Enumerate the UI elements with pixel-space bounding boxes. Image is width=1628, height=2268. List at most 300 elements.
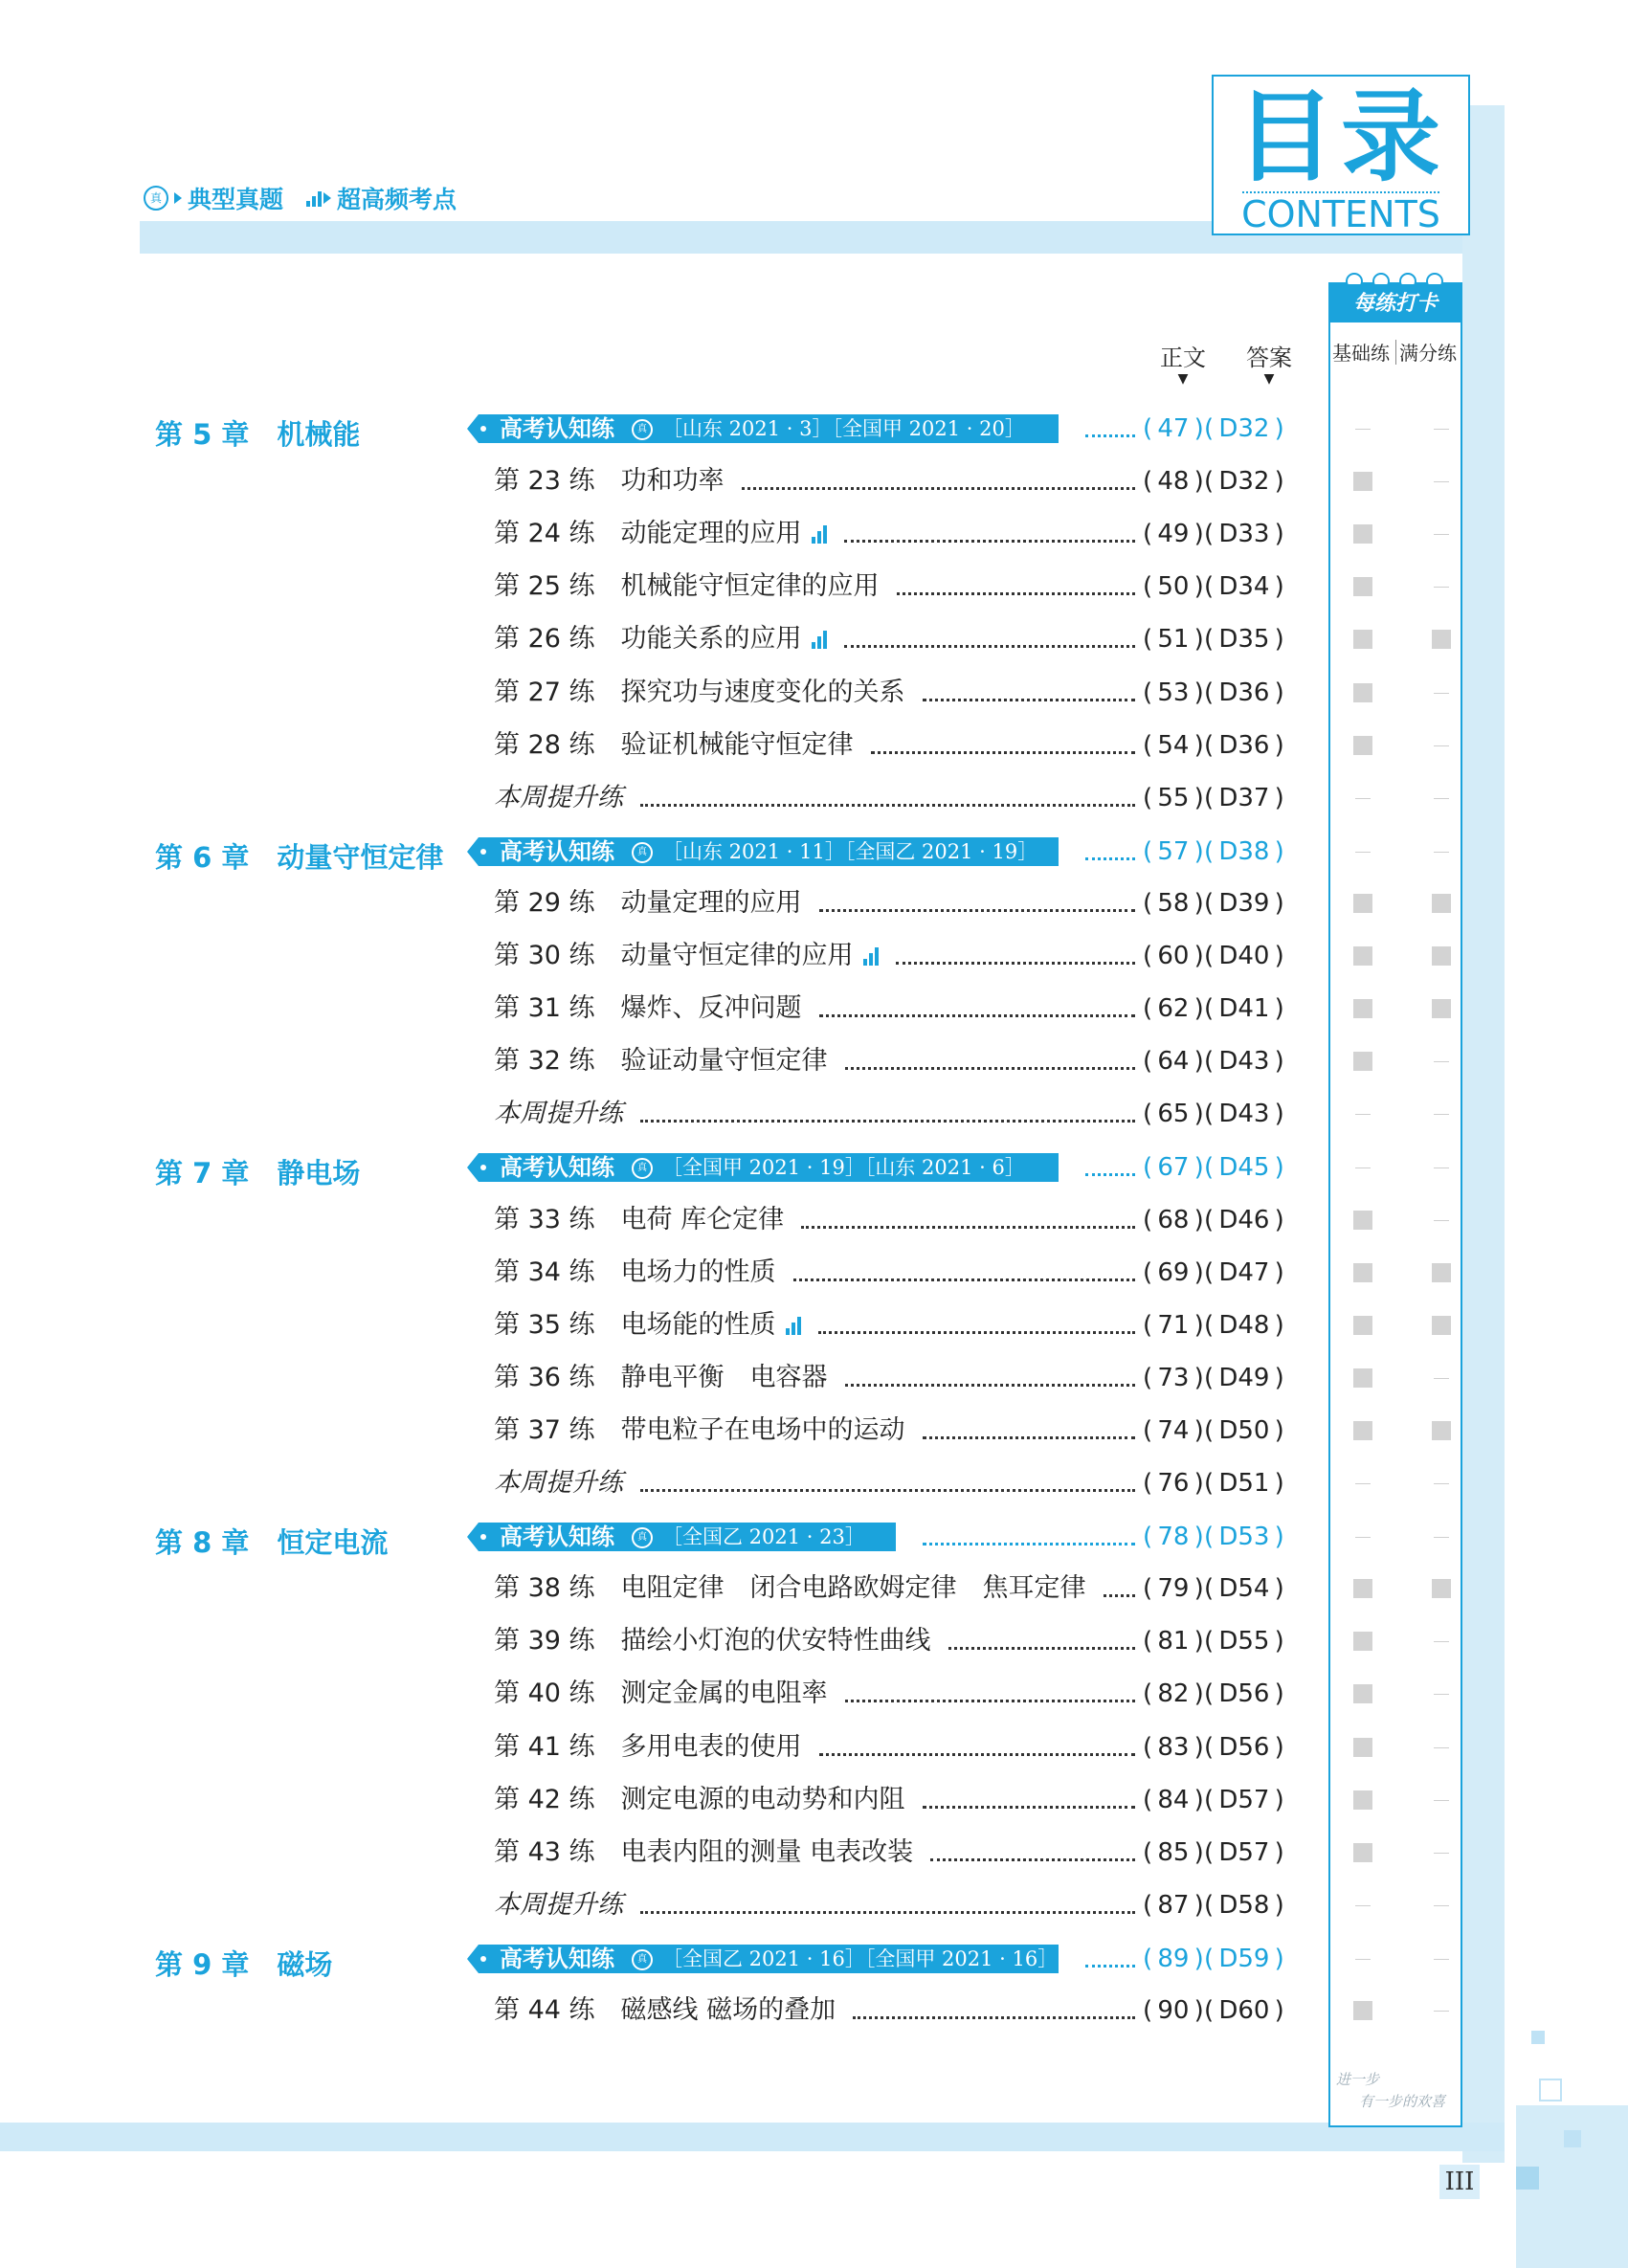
answer-page-ref: D36 (1218, 678, 1270, 707)
answer-ref: ( D41 ) (1204, 994, 1284, 1023)
high-frequency-icon (812, 524, 827, 544)
checkin-checkbox[interactable] (1353, 1843, 1372, 1862)
checkin-dash (1434, 481, 1449, 482)
page-ref: ( 82 ) (1143, 1679, 1204, 1708)
dot-leader (923, 1543, 1135, 1545)
checkin-dash (1434, 1220, 1449, 1221)
answer-page-ref: D38 (1218, 837, 1270, 866)
gaokao-banner[interactable] (479, 414, 1059, 443)
toc-entry[interactable] (494, 1679, 828, 1709)
page-number-ref: 84 (1157, 1786, 1190, 1814)
checkin-checkbox[interactable] (1353, 1368, 1372, 1388)
answer-page-ref: D47 (1218, 1258, 1270, 1287)
entry-title: 第 29 练 动量定理的应用 (494, 888, 802, 918)
page-number-ref: 57 (1157, 837, 1190, 866)
chapter-title: 第 5 章 机械能 (155, 418, 361, 451)
dot-leader (844, 540, 1135, 543)
page-ref: ( 81 ) (1143, 1627, 1204, 1656)
dot-leader (801, 1226, 1135, 1229)
dot-leader (897, 592, 1135, 595)
banner-dot-icon (480, 1165, 486, 1170)
toc-entry[interactable] (494, 1046, 828, 1077)
gaokao-banner[interactable] (479, 837, 1059, 866)
page-ref: ( 62 ) (1143, 994, 1204, 1023)
answer-page-ref: D60 (1218, 1996, 1270, 2025)
answer-ref: ( D47 ) (1204, 1258, 1284, 1287)
page-number-ref: 81 (1157, 1627, 1190, 1656)
toc-entry[interactable] (494, 624, 827, 655)
high-frequency-icon (812, 630, 827, 649)
answer-page-ref: D51 (1218, 1469, 1270, 1498)
entry-title: 第 32 练 验证动量守恒定律 (494, 1046, 828, 1076)
answer-page-ref: D34 (1218, 572, 1270, 601)
entry-title: 第 26 练 功能关系的应用 (494, 624, 802, 654)
dot-leader (640, 1489, 1135, 1492)
answer-ref: ( D37 ) (1204, 784, 1284, 812)
page-number-ref: 49 (1157, 520, 1190, 548)
page-number-ref: 67 (1157, 1153, 1190, 1182)
down-arrow-icon: ▼ (1263, 371, 1275, 387)
checkin-checkbox[interactable] (1353, 630, 1372, 649)
checkin-dash (1355, 429, 1371, 430)
page-ref: ( 58 ) (1143, 889, 1204, 918)
legend (144, 182, 457, 214)
page-number-ref: 48 (1157, 467, 1190, 496)
column-header-answer-label: 答案 (1246, 345, 1292, 371)
gaokao-label: 高考认知练 (500, 1523, 614, 1550)
dot-leader (871, 751, 1135, 754)
entry-title: 第 30 练 动量守恒定律的应用 (494, 941, 854, 970)
page-ref: ( 79 ) (1143, 1574, 1204, 1603)
contents-title-box (1212, 75, 1470, 235)
dot-leader (923, 1436, 1135, 1439)
answer-ref: ( D56 ) (1204, 1679, 1284, 1708)
answer-page-ref: D43 (1218, 1047, 1270, 1076)
dot-leader (845, 1067, 1135, 1070)
answer-page-ref: D55 (1218, 1627, 1270, 1656)
answer-page-ref: D58 (1218, 1891, 1270, 1920)
page-ref: ( 64 ) (1143, 1047, 1204, 1076)
footer-band (0, 2123, 1505, 2151)
toc-entry[interactable] (494, 1363, 828, 1393)
decor-square (1564, 2130, 1581, 2147)
toc-entry[interactable] (494, 730, 854, 761)
checkin-dash (1355, 1483, 1371, 1484)
answer-page-ref: D43 (1218, 1100, 1270, 1128)
page-ref: ( 84 ) (1143, 1786, 1204, 1814)
page-number-ref: 73 (1157, 1364, 1190, 1392)
banner-arrow-icon (467, 414, 479, 443)
entry-title: 第 41 练 多用电表的使用 (494, 1732, 802, 1762)
toc-entry[interactable] (494, 1573, 1086, 1604)
page-ref: ( 68 ) (1143, 1206, 1204, 1234)
answer-ref: ( D46 ) (1204, 1206, 1284, 1234)
dot-leader (844, 645, 1135, 648)
toc-entry[interactable] (494, 1310, 801, 1341)
dot-leader (1085, 1173, 1135, 1176)
entry-title: 第 42 练 测定电源的电动势和内阻 (494, 1785, 905, 1814)
checkin-checkbox[interactable] (1353, 1738, 1372, 1757)
checkin-dash (1434, 587, 1449, 588)
answer-page-ref: D57 (1218, 1786, 1270, 1814)
answer-page-ref: D59 (1218, 1945, 1270, 1973)
checkin-checkbox[interactable] (1353, 1263, 1372, 1282)
page-ref: ( 49 ) (1143, 520, 1204, 548)
answer-page-ref: D50 (1218, 1416, 1270, 1445)
checkin-checkbox[interactable] (1432, 1421, 1451, 1440)
answer-ref: ( D57 ) (1204, 1786, 1284, 1814)
checkin-divider (1395, 340, 1396, 365)
entry-title: 第 33 练 电荷 库仑定律 (494, 1205, 785, 1234)
page-ref: ( 54 ) (1143, 731, 1204, 760)
checkin-basic-label: 基础练 (1332, 342, 1390, 365)
dot-leader (923, 1806, 1135, 1809)
gaokao-banner[interactable] (479, 1523, 896, 1551)
answer-ref: ( D58 ) (1204, 1891, 1284, 1920)
entry-title: 第 23 练 功和功率 (494, 466, 725, 496)
checkin-dash (1434, 1641, 1449, 1642)
banner-dot-icon (480, 1534, 486, 1540)
answer-ref: ( D34 ) (1204, 572, 1284, 601)
page-ref: ( 53 ) (1143, 678, 1204, 707)
checkin-checkbox[interactable] (1432, 946, 1451, 966)
page-ref: ( 65 ) (1143, 1100, 1204, 1128)
entry-title: 第 43 练 电表内阻的测量 电表改装 (494, 1837, 914, 1867)
toc-entry[interactable] (494, 1257, 776, 1288)
page-number-ref: 62 (1157, 994, 1190, 1023)
weekly-practice-entry[interactable] (494, 1890, 623, 1921)
checkin-dash (1355, 1537, 1371, 1538)
banner-arrow-icon (467, 1945, 479, 1973)
real-exam-icon: 真 (632, 1949, 653, 1970)
answer-page-ref: D49 (1218, 1364, 1270, 1392)
checkin-checkbox[interactable] (1353, 946, 1372, 966)
column-header-text-label: 正文 (1160, 345, 1206, 371)
real-exam-icon: 真 (632, 1527, 653, 1548)
checkin-dash (1355, 1167, 1371, 1168)
page-ref: ( 48 ) (1143, 467, 1204, 496)
checkin-dash (1434, 1959, 1449, 1960)
answer-page-ref: D39 (1218, 889, 1270, 918)
entry-title: 本周提升练 (494, 783, 623, 812)
checkin-dash (1355, 852, 1371, 853)
entry-title: 第 31 练 爆炸、反冲问题 (494, 993, 802, 1023)
toc-entry[interactable] (494, 993, 802, 1024)
checkin-dash (1355, 798, 1371, 799)
dot-leader (845, 1384, 1135, 1387)
gaokao-exam-refs: ［全国甲 2021 · 19］［山东 2021 · 6］ (662, 1156, 1025, 1179)
dot-leader (818, 1331, 1135, 1334)
page-number-ref: 58 (1157, 889, 1190, 918)
answer-ref: ( D57 ) (1204, 1838, 1284, 1867)
entry-title: 第 40 练 测定金属的电阻率 (494, 1679, 828, 1708)
dot-leader (640, 804, 1135, 807)
page-number-ref: 60 (1157, 942, 1190, 970)
checkin-checkbox[interactable] (1353, 736, 1372, 755)
page-ref: ( 51 ) (1143, 625, 1204, 654)
page-number-ref: 85 (1157, 1838, 1190, 1867)
entry-title: 本周提升练 (494, 1890, 623, 1920)
page-number-ref: 50 (1157, 572, 1190, 601)
page-number-ref: 68 (1157, 1206, 1190, 1234)
real-exam-icon: 真 (632, 419, 653, 440)
entry-title: 本周提升练 (494, 1099, 623, 1128)
answer-ref: ( D35 ) (1204, 625, 1284, 654)
checkin-checkbox[interactable] (1353, 1052, 1372, 1071)
page-ref: ( 69 ) (1143, 1258, 1204, 1287)
answer-ref: ( D60 ) (1204, 1996, 1284, 2025)
checkin-dash (1434, 1747, 1449, 1748)
real-exam-icon: 真 (144, 186, 168, 211)
checkin-dash (1434, 852, 1449, 853)
toc-entry[interactable] (494, 1415, 905, 1446)
answer-page-ref: D46 (1218, 1206, 1270, 1234)
page-number-ref: 79 (1157, 1574, 1190, 1603)
checkin-checkbox[interactable] (1353, 472, 1372, 491)
checkin-full-label: 满分练 (1399, 342, 1457, 365)
dot-leader (1085, 1965, 1135, 1968)
page-ref: ( 89 ) (1143, 1945, 1204, 1973)
answer-ref: ( D32 ) (1204, 414, 1284, 443)
checkin-dash (1434, 2011, 1449, 2012)
dot-leader (640, 1911, 1135, 1914)
banner-dot-icon (480, 426, 486, 432)
checkin-checkbox[interactable] (1353, 524, 1372, 544)
checkin-checkbox[interactable] (1353, 894, 1372, 913)
toc-entry[interactable] (494, 1626, 931, 1657)
entry-title: 第 35 练 电场能的性质 (494, 1310, 776, 1340)
page-ref: ( 90 ) (1143, 1996, 1204, 2025)
checkin-checkbox[interactable] (1353, 2001, 1372, 2020)
decor-square-outline (1539, 2079, 1562, 2101)
toc-entry[interactable] (494, 1995, 836, 2026)
chapter-title: 第 6 章 动量守恒定律 (155, 841, 444, 874)
entry-title: 第 36 练 静电平衡 电容器 (494, 1363, 828, 1392)
checkin-checkbox[interactable] (1353, 683, 1372, 702)
page-number-ref: 55 (1157, 784, 1190, 812)
page-ref: ( 87 ) (1143, 1891, 1204, 1920)
gaokao-banner[interactable] (479, 1153, 1059, 1182)
page-ref: ( 67 ) (1143, 1153, 1204, 1182)
answer-page-ref: D56 (1218, 1733, 1270, 1762)
checkin-checkbox[interactable] (1432, 999, 1451, 1018)
answer-page-ref: D57 (1218, 1838, 1270, 1867)
dot-leader (640, 1120, 1135, 1123)
checkin-dash (1434, 1694, 1449, 1695)
triangle-icon (174, 192, 182, 204)
gaokao-label: 高考认知练 (500, 838, 614, 865)
checkin-checkbox[interactable] (1353, 1579, 1372, 1598)
dot-leader (793, 1279, 1135, 1281)
chapter-title: 第 7 章 静电场 (155, 1157, 361, 1190)
checkin-checkbox[interactable] (1432, 630, 1451, 649)
page-ref: ( 78 ) (1143, 1523, 1204, 1551)
checkin-checkbox[interactable] (1353, 1684, 1372, 1703)
page-number-ref: 78 (1157, 1523, 1190, 1551)
banner-arrow-icon (467, 1523, 479, 1551)
checkin-checkbox[interactable] (1353, 1421, 1372, 1440)
page-number-ref: 89 (1157, 1945, 1190, 1973)
dot-leader (1085, 857, 1135, 860)
real-exam-icon: 真 (632, 842, 653, 863)
banner-arrow-icon (467, 837, 479, 866)
real-exam-icon: 真 (632, 1158, 653, 1179)
answer-page-ref: D35 (1218, 625, 1270, 654)
checkin-dash (1434, 693, 1449, 694)
checkin-dash (1434, 798, 1449, 799)
answer-page-ref: D32 (1218, 414, 1270, 443)
checkin-checkbox[interactable] (1432, 894, 1451, 913)
checkin-dash (1434, 1061, 1449, 1062)
toc-entry[interactable] (494, 519, 827, 549)
answer-page-ref: D56 (1218, 1679, 1270, 1708)
answer-page-ref: D48 (1218, 1311, 1270, 1340)
gaokao-exam-refs: ［全国乙 2021 · 16］［全国甲 2021 · 16］ (662, 1947, 1059, 1970)
toc-entry[interactable] (494, 678, 905, 708)
checkin-dash (1434, 1167, 1449, 1168)
column-header-answer (1240, 345, 1298, 387)
dot-leader (845, 1700, 1135, 1702)
high-frequency-icon (306, 189, 322, 207)
checkin-column (1328, 282, 1462, 2127)
answer-page-ref: D54 (1218, 1574, 1270, 1603)
checkin-checkbox[interactable] (1353, 1211, 1372, 1230)
page-number-ref: 82 (1157, 1679, 1190, 1708)
checkin-checkbox[interactable] (1432, 1316, 1451, 1335)
dot-leader (930, 1858, 1135, 1861)
page-title: 目录 (1235, 78, 1446, 195)
answer-ref: ( D43 ) (1204, 1047, 1284, 1076)
dot-leader (923, 699, 1135, 701)
answer-ref: ( D33 ) (1204, 520, 1284, 548)
checkin-dash (1434, 1378, 1449, 1379)
dot-leader (853, 2016, 1135, 2019)
page-number-ref: 71 (1157, 1311, 1190, 1340)
toc-entry[interactable] (494, 571, 880, 602)
entry-title: 第 28 练 验证机械能守恒定律 (494, 730, 854, 760)
down-arrow-icon: ▼ (1177, 371, 1189, 387)
page-ref: ( 71 ) (1143, 1311, 1204, 1340)
entry-title: 第 34 练 电场力的性质 (494, 1257, 776, 1287)
answer-page-ref: D40 (1218, 942, 1270, 970)
answer-ref: ( D43 ) (1204, 1100, 1284, 1128)
answer-page-ref: D53 (1218, 1523, 1270, 1551)
checkin-dash (1434, 745, 1449, 746)
page-number-ref: 83 (1157, 1733, 1190, 1762)
answer-page-ref: D41 (1218, 994, 1270, 1023)
gaokao-label: 高考认知练 (500, 1946, 614, 1972)
answer-page-ref: D37 (1218, 784, 1270, 812)
weekly-practice-entry[interactable] (494, 1468, 623, 1499)
gaokao-banner[interactable] (479, 1945, 1059, 1973)
checkin-checkbox[interactable] (1353, 577, 1372, 596)
toc-entry[interactable] (494, 1205, 784, 1235)
entry-title: 第 44 练 磁感线 磁场的叠加 (494, 1995, 836, 2025)
entry-title: 第 27 练 探究功与速度变化的关系 (494, 678, 905, 707)
weekly-practice-entry[interactable] (494, 783, 623, 813)
answer-ref: ( D54 ) (1204, 1574, 1284, 1603)
page-ref: ( 55 ) (1143, 784, 1204, 812)
high-frequency-icon (863, 946, 879, 966)
page-number-ref: 69 (1157, 1258, 1190, 1287)
page-ref: ( 57 ) (1143, 837, 1204, 866)
high-frequency-icon (786, 1316, 801, 1335)
toc-entry[interactable] (494, 888, 802, 919)
banner-dot-icon (480, 849, 486, 855)
answer-ref: ( D48 ) (1204, 1311, 1284, 1340)
chapter-title: 第 9 章 磁场 (155, 1948, 333, 1981)
banner-arrow-icon (467, 1153, 479, 1182)
dot-leader (819, 1753, 1135, 1756)
checkin-motto-line1: 进一步 (1336, 2071, 1380, 2088)
toc-entry[interactable] (494, 1732, 802, 1763)
entry-title: 本周提升练 (494, 1468, 623, 1498)
checkin-checkbox[interactable] (1353, 1632, 1372, 1651)
page-ref: ( 74 ) (1143, 1416, 1204, 1445)
answer-ref: ( D32 ) (1204, 467, 1284, 496)
page-number-ref: 74 (1157, 1416, 1190, 1445)
checkin-checkbox[interactable] (1353, 1316, 1372, 1335)
page-ref: ( 60 ) (1143, 942, 1204, 970)
page-ref: ( 83 ) (1143, 1733, 1204, 1762)
toc-entry[interactable] (494, 1785, 905, 1815)
page-number-ref: 65 (1157, 1100, 1190, 1128)
checkin-checkbox[interactable] (1353, 999, 1372, 1018)
dot-leader (948, 1647, 1135, 1650)
triangle-icon (323, 192, 331, 204)
banner-dot-icon (480, 1956, 486, 1962)
dot-leader (819, 1014, 1135, 1017)
page-number-ref: 51 (1157, 625, 1190, 654)
answer-page-ref: D33 (1218, 520, 1270, 548)
checkin-dash (1355, 1959, 1371, 1960)
toc-entry[interactable] (494, 466, 725, 497)
answer-ref: ( D56 ) (1204, 1733, 1284, 1762)
weekly-practice-entry[interactable] (494, 1099, 623, 1129)
checkin-dash (1355, 1114, 1371, 1115)
checkin-checkbox[interactable] (1432, 1579, 1451, 1598)
answer-ref: ( D49 ) (1204, 1364, 1284, 1392)
checkin-checkbox[interactable] (1353, 1790, 1372, 1810)
answer-ref: ( D55 ) (1204, 1627, 1284, 1656)
answer-ref: ( D38 ) (1204, 837, 1284, 866)
page-number-ref: 53 (1157, 678, 1190, 707)
checkin-checkbox[interactable] (1432, 1263, 1451, 1282)
dot-leader (896, 962, 1135, 965)
checkin-dash (1434, 1905, 1449, 1906)
checkin-dash (1434, 1800, 1449, 1801)
entry-title: 第 37 练 带电粒子在电场中的运动 (494, 1415, 905, 1445)
page-number-ref: 54 (1157, 731, 1190, 760)
toc-entry[interactable] (494, 941, 879, 971)
page-ref: ( 50 ) (1143, 572, 1204, 601)
column-header-text (1154, 345, 1212, 387)
entry-title: 第 24 练 动能定理的应用 (494, 519, 802, 548)
dot-leader (819, 909, 1135, 912)
answer-ref: ( D59 ) (1204, 1945, 1284, 1973)
right-side-band (1462, 105, 1505, 2163)
gaokao-exam-refs: ［全国乙 2021 · 23］ (662, 1525, 865, 1548)
gaokao-exam-refs: ［山东 2021 · 3］［全国甲 2021 · 20］ (662, 417, 1025, 440)
toc-entry[interactable] (494, 1837, 913, 1868)
dot-leader (742, 487, 1135, 490)
gaokao-label: 高考认知练 (500, 415, 614, 442)
checkin-dash (1434, 1853, 1449, 1854)
page-ref: ( 76 ) (1143, 1469, 1204, 1498)
answer-ref: ( D50 ) (1204, 1416, 1284, 1445)
answer-page-ref: D45 (1218, 1153, 1270, 1182)
checkin-dash (1434, 1114, 1449, 1115)
